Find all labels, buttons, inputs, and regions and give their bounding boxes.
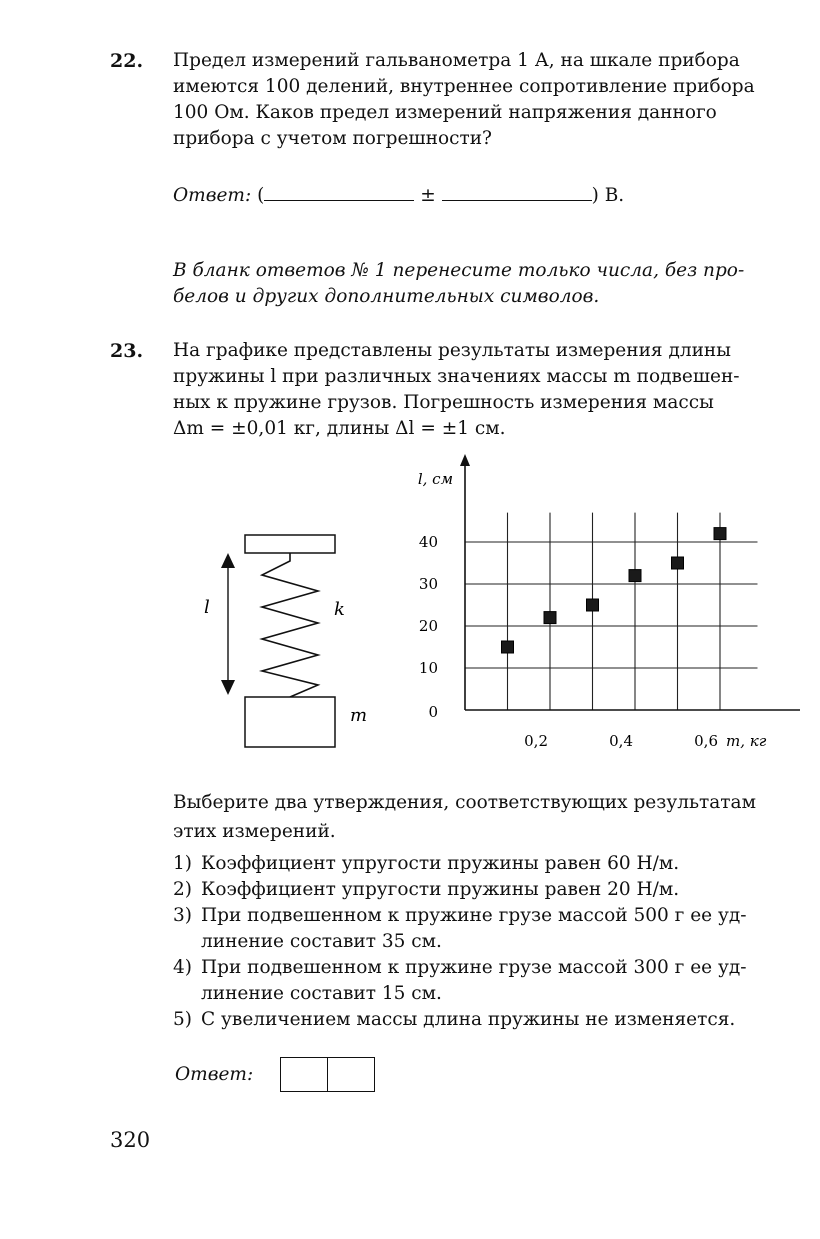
spring-stiffness-label: k [334,599,345,620]
y-tick-label: 20 [418,617,438,635]
spring-coil [262,553,318,697]
chart-grid [465,513,758,710]
y-tick-label: 30 [418,575,438,593]
spring-support [245,535,335,553]
spring-length-label: l [204,597,210,618]
option-text: Коэффициент упругости пружины равен 60 Н/м. [201,853,680,874]
x-tick-label: 0,6 [694,732,718,750]
option-5[interactable] [173,1007,747,1033]
answer-cell-2[interactable] [327,1058,374,1091]
answer-error-blank[interactable] [442,182,592,201]
option-text-continued: линение составит 35 см. [201,931,442,952]
answer-label: Ответ: [173,185,252,206]
answer-boxes [280,1057,375,1092]
y-tick-label: 10 [418,659,438,677]
option-text: С увеличением массы длина пружины не изменяется. [201,1009,736,1030]
length-arrow-down-icon [221,680,235,695]
options-list [173,851,747,1033]
question-23-answer-label: Ответ: [175,1064,254,1085]
question-23-line: Δm = ±0,01 кг, длины Δl = ±1 см. [173,418,506,439]
question-22-line: 100 Ом. Каков предел измерений напряжения данного [173,102,717,123]
option-number: 2) [173,879,192,900]
option-number: 5) [173,1009,192,1030]
question-23-line: ных к пружине грузов. Погрешность измерения массы [173,392,714,413]
data-point [629,570,641,582]
mass-block [245,697,335,747]
spring-diagram [190,525,390,755]
option-text: При подвешенном к пружине грузе массой 300 г ее уд- [201,957,747,978]
x-tick-label: 0,2 [524,732,548,750]
data-point [502,641,514,653]
question-23-text [173,338,740,442]
option-text-continued: линение составит 15 см. [201,983,442,1004]
x-axis-label: m, кг [726,732,767,750]
origin-label: 0 [428,703,438,721]
mass-label: m [350,705,368,726]
note-line: В бланк ответов № 1 перенесите только числа, без про- [173,260,745,281]
length-arrow-up-icon [221,553,235,568]
prompt-line: этих измерений. [173,821,336,842]
prompt-line: Выберите два утверждения, соответствующих результатам [173,792,756,813]
option-text: Коэффициент упругости пружины равен 20 Н/м. [201,879,680,900]
question-22-line: имеются 100 делений, внутреннее сопротивление прибора [173,76,755,97]
question-23-line: На графике представлены результаты измерения длины [173,340,731,361]
question-23-number: 23. [110,340,144,362]
option-3[interactable] [173,903,747,955]
option-text: При подвешенном к пружине грузе массой 500 г ее уд- [201,905,747,926]
data-point [544,612,556,624]
x-tick-label: 0,4 [609,732,633,750]
answer-cell-1[interactable] [281,1058,327,1091]
instruction-note [173,258,744,310]
data-point [587,599,599,611]
answer-open-paren: ( [257,185,265,206]
question-22-answer [173,182,624,209]
option-4[interactable] [173,955,747,1007]
question-22-line: прибора с учетом погрешности? [173,128,492,149]
question-22-number: 22. [110,50,144,72]
y-tick-label: 40 [418,533,438,551]
option-number: 1) [173,853,192,874]
question-22-line: Предел измерений гальванометра 1 А, на шкале прибора [173,50,740,71]
page-number: 320 [110,1128,151,1152]
option-number: 3) [173,905,192,926]
length-vs-mass-chart [400,450,800,760]
answer-unit: ) В. [591,185,625,206]
option-2[interactable] [173,877,747,903]
question-23-prompt [173,788,756,846]
note-line: белов и других дополнительных символов. [173,286,600,307]
y-axis-arrow-icon [460,454,470,466]
data-points [502,528,727,653]
answer-value-blank[interactable] [264,182,414,201]
data-point [672,557,684,569]
option-1[interactable] [173,851,747,877]
y-axis-label: l, см [417,470,453,488]
question-22-text [173,48,755,152]
question-23-line: пружины l при различных значениях массы m подвешен- [173,366,740,387]
data-point [714,528,726,540]
option-number: 4) [173,957,192,978]
answer-plus-minus: ± [420,185,436,206]
